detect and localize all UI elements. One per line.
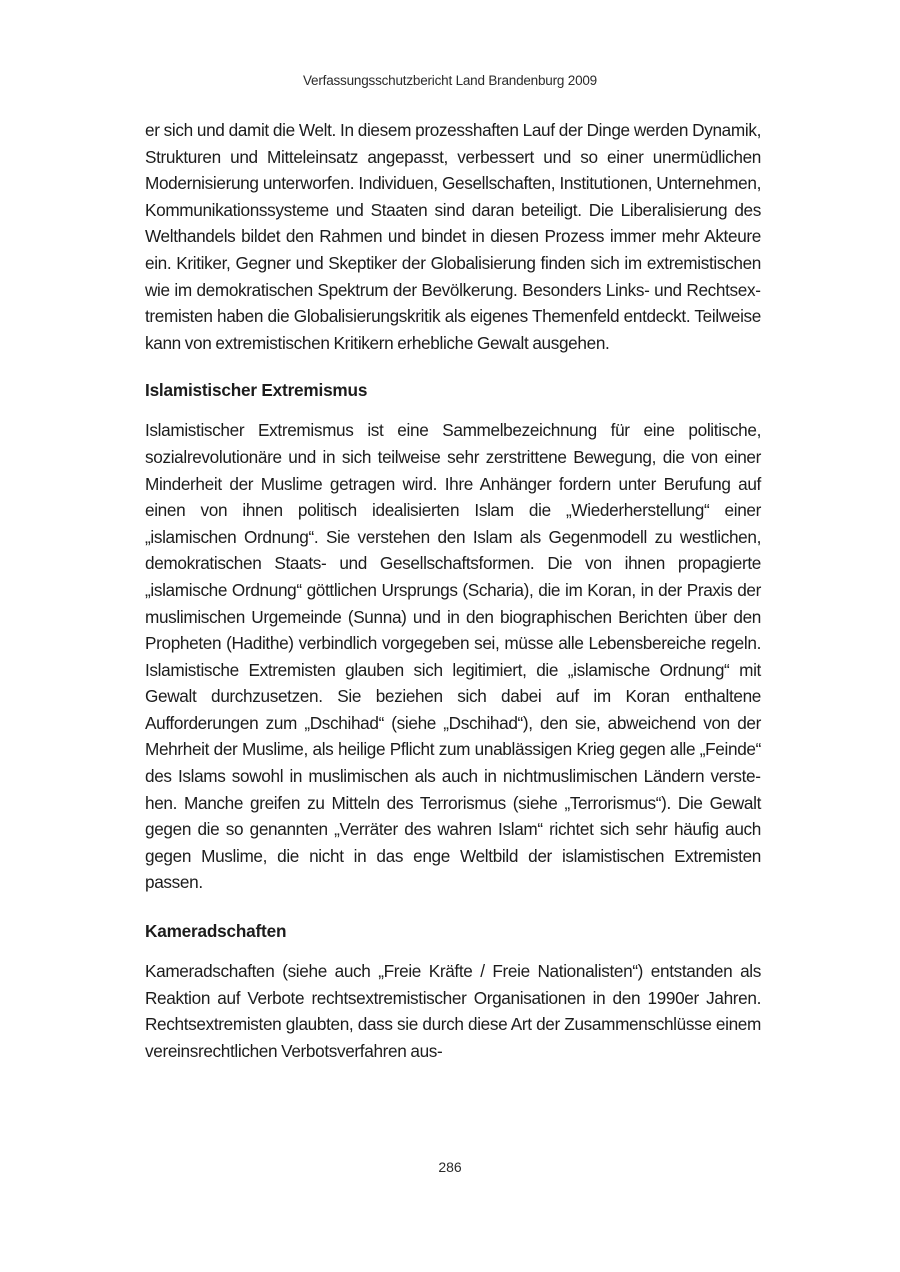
- paragraph-kameradschaften: Kameradschaften (siehe auch „Freie Kräfte / Freie Nationalisten“) entstanden als Reaktion auf Verbote rechtsextremistischer Organisationen in den 1990er Jahren. Rechtsextremisten glaubten, dass sie durch diese Art der Zusammenschlüsse einem vereinsrechtlichen Verbotsverfahren aus-: [145, 961, 761, 1061]
- page-number: 286: [438, 1159, 462, 1175]
- heading-kameradschaften: Kameradschaften: [145, 921, 287, 942]
- paragraph-islamistischer-extremismus: Islamistischer Extremismus ist eine Sammelbezeichnung für eine politische, sozialrevolutionäre und in sich teilweise sehr zerstrittene Bewegung, die von einer Minderheit der Muslime getragen wird. Ihre Anhänger fordern unter Berufung auf einen von ihnen politisch idealisierten Islam die „Wiederherstellung“ einer „islamischen Ordnung“. Sie verstehen den Islam als Gegenmodell zu westlichen, demokratischen Staats- und Gesellschaftsformen. Die von ihnen propagierte „islamische Ordnung“ göttlichen Ursprungs (Scharia), die im Koran, in der Praxis der muslimischen Urgemeinde (Sunna) und in den biographischen Berichten über den Propheten (Hadithe) verbindlich vorgegeben sei, müsse alle Lebensbereiche regeln. Islamistische Extremisten glauben sich legitimiert, die „islamische Ordnung“ mit Gewalt durchzusetzen. Sie beziehen sich dabei auf im Koran enthaltene Aufforderungen zum „Dschihad“ (siehe „Dschihad“), den sie, abweichend von der Mehrheit der Muslime, als heilige Pflicht zum unablässigen Krieg gegen alle „Feinde“ des Islams sowohl in muslimischen als auch in nichtmuslimischen Ländern verstehen. Manche greifen zu Mitteln des Terrorismus (siehe „Terrorismus“). Die Gewalt gegen die so genannten „Verräter des wahren Islam“ richtet sich sehr häufig auch gegen Muslime, die nicht in das enge Weltbild der islamistischen Extremisten passen.: [145, 420, 761, 893]
- body-text: [145, 117, 761, 1064]
- paragraph-globalisierung: er sich und damit die Welt. In diesem prozesshaften Lauf der Dinge werden Dynamik, Strukturen und Mitteleinsatz angepasst, verbessert und so einer unermüdlichen Modernisierung unterworfen. Individuen, Gesellschaften, Institutionen, Unternehmen, Kommunikationssysteme und Staaten sind daran beteiligt. Die Liberalisierung des Welthandels bildet den Rahmen und bindet in diesen Prozess immer mehr Akteure ein. Kritiker, Gegner und Skeptiker der Globalisierung finden sich im extremistischen wie im demokratischen Spektrum der Bevölkerung. Besonders Links- und Rechtsextremisten haben die Globalisierungskritik als eigenes Themenfeld entdeckt. Teilweise kann von extremistischen Kritikern erhebliche Gewalt ausgehen.: [145, 120, 761, 353]
- heading-islamistischer-extremismus: Islamistischer Extremismus: [145, 380, 368, 401]
- running-header: Verfassungsschutzbericht Land Brandenburg 2009: [302, 73, 597, 88]
